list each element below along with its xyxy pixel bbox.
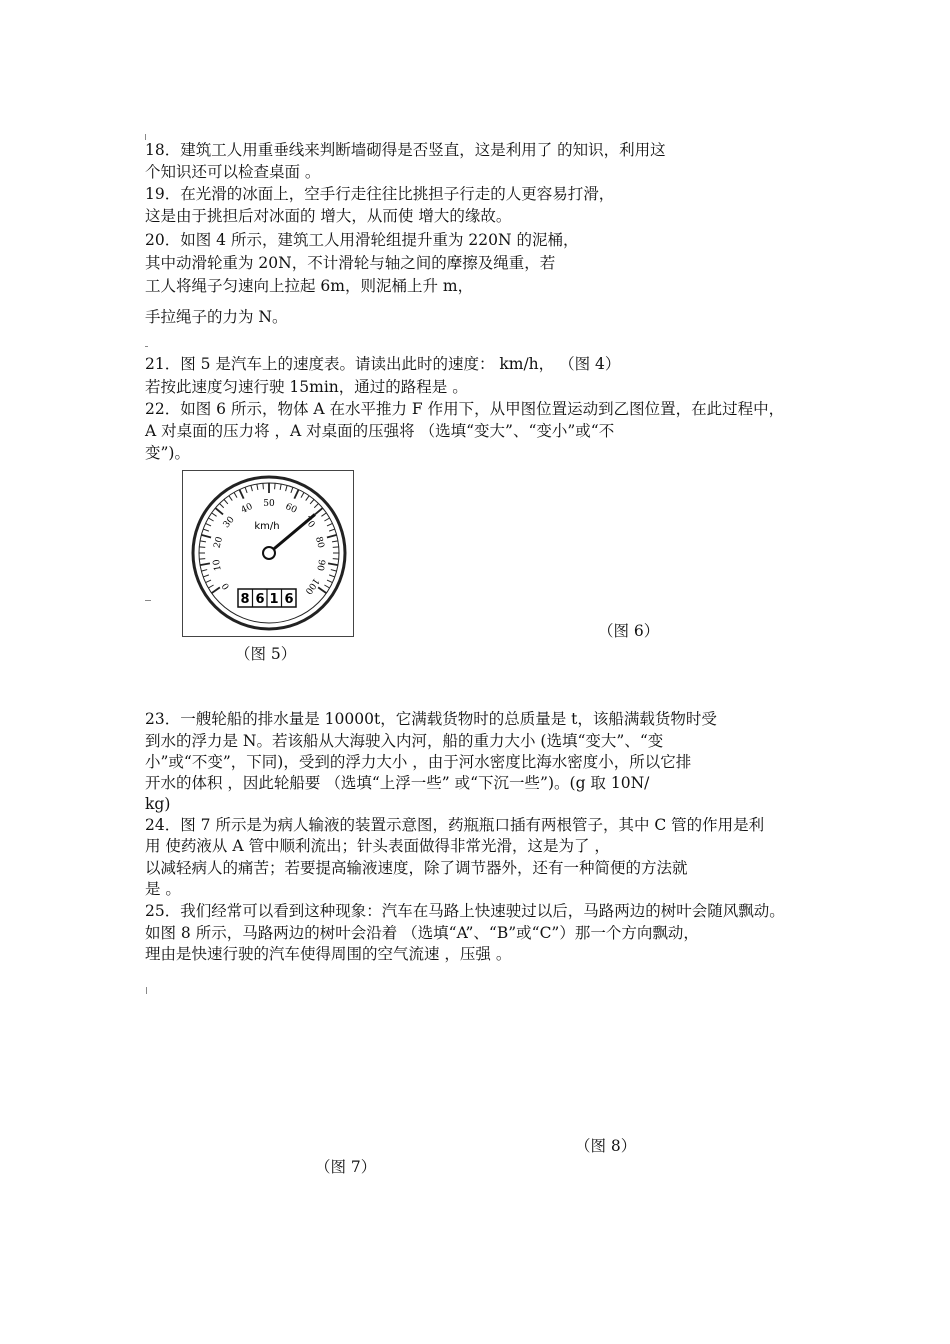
scan-mark: [145, 600, 151, 601]
dial-tick: [200, 563, 210, 565]
dial-label: 90: [314, 558, 327, 572]
dial-tick: [200, 541, 206, 542]
dial-tick: [220, 504, 224, 508]
dial-tick: [286, 485, 288, 491]
dial-tick: [263, 483, 264, 489]
dial-tick: [327, 580, 332, 583]
speedometer-unit: km/h: [254, 521, 280, 532]
dial-tick: [321, 513, 326, 516]
dial-tick: [294, 490, 298, 499]
dial-tick: [314, 504, 318, 508]
q19-line2: 这是由于挑担后对冰面的 增大，从而使 增大的缘故。: [145, 207, 512, 225]
speedometer-dial: [183, 471, 353, 636]
dial-tick: [234, 492, 237, 497]
dial-tick: [318, 587, 326, 593]
dial-tick: [327, 523, 332, 526]
q18-line1: 18．建筑工人用重垂线来判断墙砌得是否竖直，这是利用了 的知识，利用这: [145, 141, 666, 159]
dial-tick: [324, 585, 329, 588]
q21-line1: 21．图 5 是汽车上的速度表。请读出此时的速度： km/h， （图 4）: [145, 355, 621, 373]
q20-line4: 手拉绳子的力为 N。: [145, 308, 288, 326]
odometer-digit: 1: [269, 592, 279, 607]
q18-line2: 个知识还可以检查桌面 。: [145, 163, 321, 181]
dial-tick: [280, 484, 281, 490]
dial-tick: [206, 523, 211, 526]
dial-label: 10: [211, 558, 224, 572]
q25-line3: 理由是快速行驶的汽车使得周围的空气流速 ，压强 。: [145, 945, 512, 963]
q25-line1: 25．我们经常可以看到这种现象：汽车在马路上快速驶过以后，马路两边的树叶会随风飘动。: [145, 902, 785, 920]
dial-tick: [245, 487, 247, 493]
dial-tick: [329, 575, 335, 577]
odometer-digit: 6: [255, 592, 265, 607]
figure-8-caption: （图 8）: [575, 1137, 637, 1155]
dial-tick: [199, 547, 205, 548]
dial-tick: [215, 508, 223, 514]
dial-tick: [203, 529, 209, 531]
dial-label: 50: [263, 499, 275, 509]
odometer: [238, 589, 296, 607]
dial-label: 30: [221, 514, 237, 531]
dial-label: 60: [283, 501, 299, 516]
q22-line3: 变”)。: [145, 444, 190, 462]
dial-tick: [203, 575, 209, 577]
figure-7-caption: （图 7）: [315, 1158, 377, 1176]
q23-line3: 小”或“不变”，下同)，受到的浮力大小 ，由于河水密度比海水密度小，所以它排: [145, 753, 692, 771]
odometer-digit: 8: [240, 592, 250, 607]
dial-tick: [212, 513, 217, 516]
q23-line2: 到水的浮力是 N。若该船从大海驶入内河，船的重力大小 (选填“变大”、“变: [145, 732, 664, 750]
dial-tick: [306, 496, 309, 501]
q23-line4: 开水的体积 ，因此轮船要 （选填“上浮一些” 或“下沉一些”)。(g 取 10N/: [145, 774, 650, 792]
q21-line2: 若按此速度匀速行驶 15min，通过的路程是 。: [145, 378, 468, 396]
q24-line2: 用 使药液从 A 管中顺利流出；针头表面做得非常光滑，这是为了 ，: [145, 837, 610, 855]
dial-tick: [275, 483, 276, 489]
dial-tick: [201, 535, 211, 538]
dial-tick: [333, 547, 339, 548]
figure-5-caption: （图 5）: [235, 645, 297, 663]
q25-line2: 如图 8 所示，马路两边的树叶会沿着 （选填“A”、“B”或“C”）那一个方向飘动，: [145, 924, 699, 942]
dial-tick: [229, 496, 232, 501]
dial-tick: [324, 518, 329, 521]
scan-mark: [145, 346, 148, 347]
dial-tick: [310, 499, 314, 504]
dial-tick: [332, 541, 338, 542]
dial-label: 40: [239, 501, 255, 516]
dial-tick: [329, 529, 335, 531]
q20-line3: 工人将绳子匀速向上拉起 6m，则泥桶上升 m，: [145, 277, 474, 295]
dial-tick: [199, 559, 205, 560]
dial-tick: [327, 535, 337, 538]
dial-tick: [315, 508, 323, 514]
dial-label: 100: [302, 575, 321, 596]
dial-tick: [208, 585, 213, 588]
dial-tick: [333, 559, 339, 560]
q22-line1: 22．如图 6 所示，物体 A 在水平推力 F 作用下，从甲图位置运动到乙图位置，在此过程中，: [145, 400, 785, 418]
dial-label: 70: [301, 514, 317, 531]
dial-tick: [201, 570, 207, 572]
q19-line1: 19．在光滑的冰面上，空手行走往往比挑担子行走的人更容易打滑，: [145, 185, 615, 203]
dial-tick: [224, 499, 228, 504]
dial-tick: [257, 484, 258, 490]
q20-line1: 20．如图 4 所示，建筑工人用滑轮组提升重为 220N 的泥桶，: [145, 231, 579, 249]
q23-line5: kg): [145, 795, 171, 813]
dial-tick: [331, 570, 337, 572]
dial-tick: [206, 580, 211, 583]
dial-tick: [328, 563, 338, 565]
q24-line3: 以减轻病人的痛苦；若要提高输液速度，除了调节器外，还有一种简便的方法就: [145, 859, 688, 877]
dial-tick: [239, 490, 243, 499]
dial-label: 20: [212, 535, 226, 550]
figure-6-caption: （图 6）: [598, 622, 660, 640]
speedometer-figure: [182, 470, 354, 637]
dial-tick: [208, 518, 213, 521]
q24-line1: 24．图 7 所示是为病人输液的装置示意图，药瓶瓶口插有两根管子，其中 C 管的作用是利: [145, 816, 765, 834]
dial-tick: [291, 487, 293, 493]
dial-tick: [301, 492, 304, 497]
dial-label: 0: [220, 580, 233, 592]
scan-mark: [146, 987, 147, 994]
q22-line2: A 对桌面的压力将 ，A 对桌面的压强将 （选填“变大”、“变小”或“不: [145, 422, 615, 440]
dial-label: 80: [312, 535, 326, 550]
q20-line2: 其中动滑轮重为 20N，不计滑轮与轴之间的摩擦及绳重，若: [145, 254, 556, 272]
odometer-digit: 6: [284, 592, 294, 607]
dial-tick: [212, 587, 220, 593]
q23-line1: 23．一艘轮船的排水量是 10000t，它满载货物时的总质量是 t，该船满载货物时受: [145, 710, 717, 728]
q24-line4: 是 。: [145, 880, 181, 898]
dial-tick: [251, 485, 253, 491]
